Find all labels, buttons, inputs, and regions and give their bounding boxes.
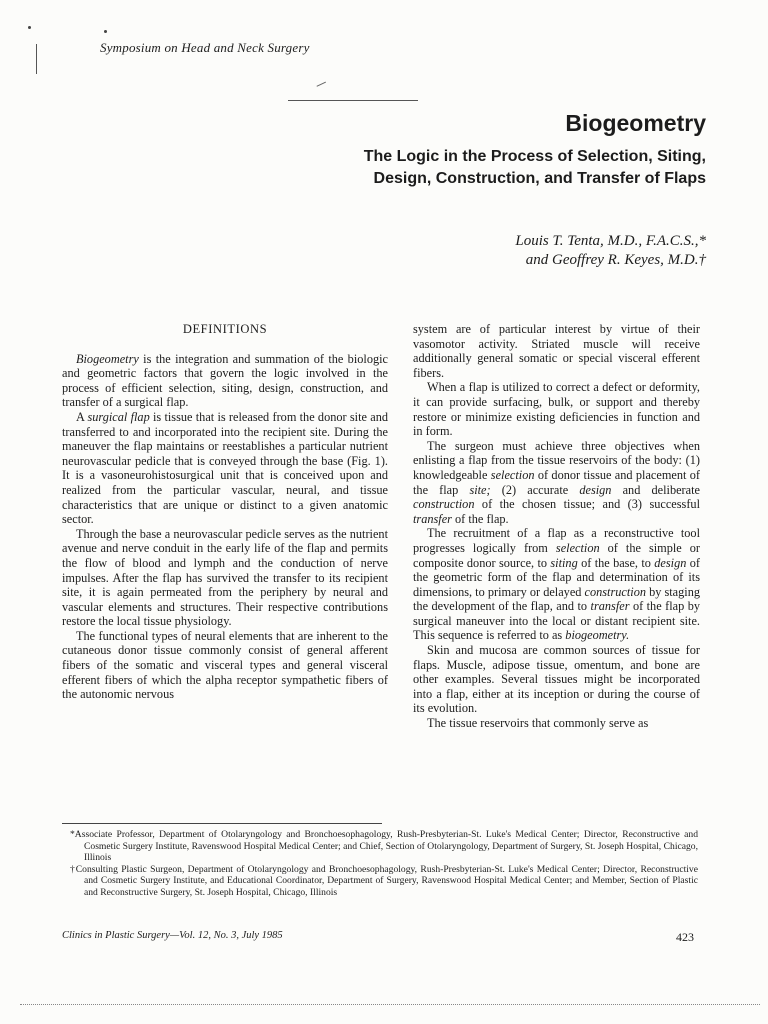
author-line: Louis T. Tenta, M.D., F.A.C.S.,* <box>515 233 706 249</box>
title-rule <box>288 100 418 101</box>
page-number: 423 <box>676 930 694 944</box>
paragraph: The surgeon must achieve three objectives when enlisting a flap from the tissue reservoirs of the body: (1) knowledgeable selection of donor tissue and placement of the flap site; (2) accurate design and deliberate construction of the chosen tissue; and (3) successful transfer of the flap. <box>413 438 700 526</box>
article-subtitle <box>286 146 706 190</box>
term: surgical flap <box>87 409 150 424</box>
section-heading: DEFINITIONS <box>182 322 268 336</box>
paragraph: The functional types of neural elements that are inherent to the cutaneous donor tissue commonly consist of general afferent fibers of the somatic and visceral types and general visceral efferent fibers of which the alpha receptor sympathetic fibers of the autonomic nervous <box>62 628 388 702</box>
author-block <box>406 232 706 270</box>
footnote: *Associate Professor, Department of Otolaryngology and Bronchoesophagology, Rush-Presbyterian-St. Luke's Medical Center; Director, Reconstructive and Cosmetic Surgery Institute, Ravenswood Hospital Medical Center; and Chief, Section of Otolaryngology, Department of Surgery, St. Joseph Hospital, Chicago, Illinois <box>70 829 698 864</box>
scan-speck <box>28 26 31 29</box>
margin-mark <box>36 44 37 74</box>
paragraph: system are of particular interest by virtue of their vasomotor activity. Striated muscle will receive additionally general somatic or special visceral efferent fibers. <box>413 322 700 380</box>
journal-citation: Clinics in Plastic Surgery—Vol. 12, No. 3, July 1985 <box>62 930 283 941</box>
paragraph: When a flap is utilized to correct a defect or deformity, it can provide surfacing, bulk, or support and thereby restore or minimize existing deficiencies in function and in form. <box>413 380 700 439</box>
running-head: Symposium on Head and Neck Surgery <box>100 40 310 55</box>
article-title: Biogeometry <box>565 110 706 136</box>
term: Biogeometry <box>76 351 139 366</box>
subtitle-line: Design, Construction, and Transfer of Flaps <box>373 170 706 187</box>
author-line: and Geoffrey R. Keyes, M.D.† <box>525 252 706 268</box>
paragraph: The tissue reservoirs that commonly serve as <box>427 716 649 731</box>
paragraph: A surgical flap is tissue that is released from the donor site and transferred to and incorporated into the recipient site. During the maneuver the flap maintains or reestablishes a particular nutrient neurovascular pedicle that is conveyed through the base (Fig. 1). It is a vasoneurohistosurgical unit that is conceived upon and realized from the particular vascular, neural, and tissue characteristics that are unique or distinct to a given anatomic sector. <box>62 409 388 527</box>
scan-edge <box>20 1004 760 1005</box>
paragraph: Through the base a neurovascular pedicle serves as the nutrient avenue and nerve conduit in the early life of the flap and permits the flow of blood and lymph and the conduction of nerve impulses. After the flap has survived the transfer to its recipient site, it is again permeated from the periphery by neural and vascular elements and structures. Their respective contributions restore the local tissue physiology. <box>62 526 388 629</box>
subtitle-line: The Logic in the Process of Selection, Siting, <box>363 148 706 165</box>
right-column <box>413 322 700 731</box>
left-column <box>62 322 388 702</box>
decorative-mark <box>314 76 326 87</box>
footnote-rule <box>62 823 382 824</box>
paragraph: Skin and mucosa are common sources of tissue for flaps. Muscle, adipose tissue, omentum, and bone are other examples. Several tissues might be incorporated into a flap, either at its inception or during the course of its evolution. <box>413 643 700 716</box>
scan-speck <box>104 30 107 33</box>
paragraph: Biogeometry is the integration and summation of the biologic and geometric factors that govern the logic involved in the process of efficient selection, siting, design, construction, and transfer of a surgical flap. <box>62 351 388 410</box>
footnote: †Consulting Plastic Surgeon, Department of Otolaryngology and Bronchoesophagology, Rush-Presbyterian-St. Luke's Medical Center; Director, Reconstructive and Cosmetic Surgery Institute, and Educational Coordinator, Department of Surgery, Ravenswood Hospital Medical Center; and Member, Section of Plastic and Reconstructive Surgery, St. Joseph Hospital, Chicago, Illinois <box>70 863 698 898</box>
footnotes <box>70 829 698 899</box>
paragraph: The recruitment of a flap as a reconstructive tool progresses logically from selection of the simple or composite donor source, to siting of the base, to design of the geometric form of the flap and determination of its dimensions, to primary or delayed construction by staging the development of the flap, and to transfer of the flap by surgical maneuver into the local or distant recipient site. This sequence is referred to as biogeometry. <box>413 526 700 643</box>
